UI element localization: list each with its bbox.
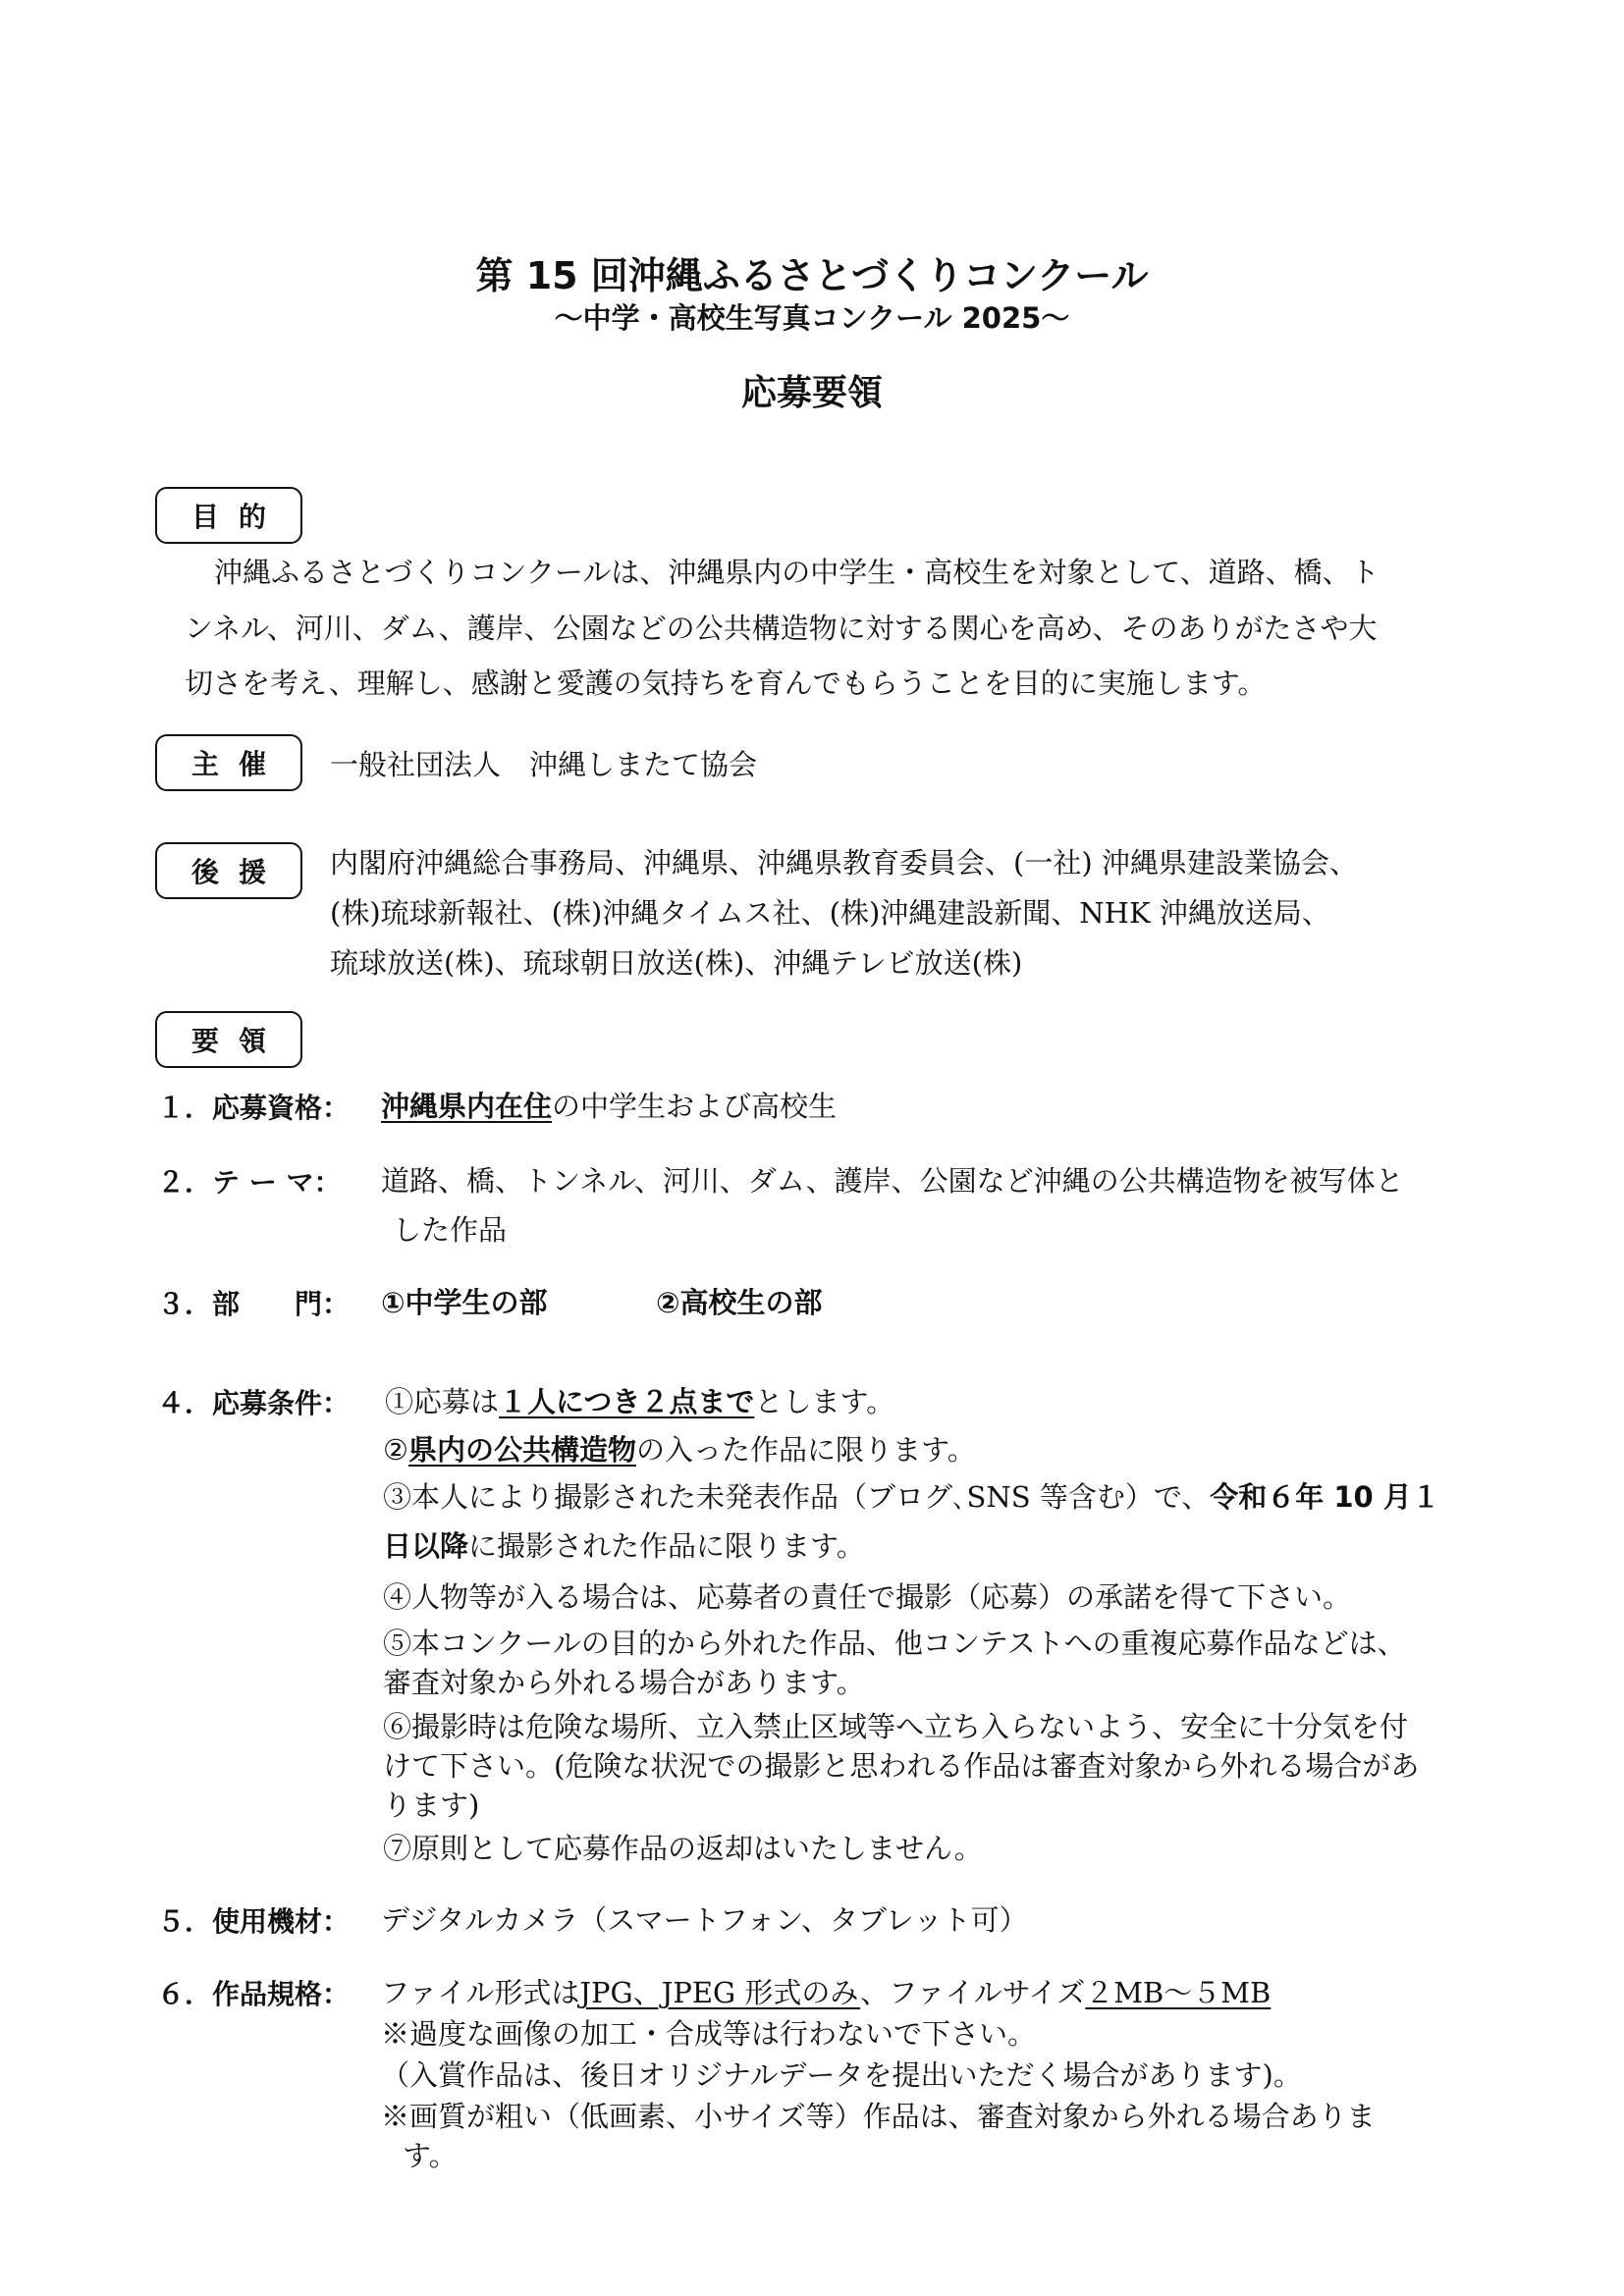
- document-title: 第 15 回沖縄ふるさとづくりコンクール: [475, 254, 1149, 297]
- item-4-condition-2: [383, 1428, 976, 1468]
- item-4-condition-4: ④人物等が入る場合は、応募者の責任で撮影（応募）の承諾を得て下さい。: [383, 1580, 1352, 1614]
- item-6-format-pre: ファイル形式は: [381, 1976, 580, 2009]
- item-1-rest: の中学生および高校生: [552, 1090, 838, 1123]
- section-label-organizer: 主催: [155, 734, 302, 791]
- item-6-line-2: ※過度な画像の加工・合成等は行わないで下さい。: [381, 2017, 1037, 2051]
- item-1-label: １．応募資格：: [157, 1092, 351, 1124]
- condition-3-bold-after: 日以降: [383, 1529, 469, 1563]
- item-1-underlined: 沖縄県内在住: [381, 1090, 553, 1123]
- item-3-label: ３．部 門：: [157, 1288, 351, 1320]
- support-line-2: (株)琉球新報社、(株)沖縄タイムス社、(株)沖縄建設新聞、NHK 沖縄放送局、: [330, 896, 1330, 930]
- condition-2-post: の入った作品に限ります。: [636, 1433, 976, 1467]
- item-6-label: ６．作品規格：: [157, 1978, 351, 2010]
- item-6-line-1: [381, 1971, 1271, 2011]
- condition-1-post: とします。: [754, 1385, 895, 1418]
- item-6-line-5: す。: [403, 2139, 458, 2172]
- section-label-purpose: 目的: [155, 487, 302, 544]
- item-4-condition-3: [383, 1475, 1440, 1516]
- item-5-text: デジタルカメラ（スマートフォン、タブレット可）: [381, 1903, 1028, 1937]
- condition-3-post: に撮影された作品に限ります。: [468, 1529, 865, 1563]
- condition-3-bold-date: 令和６年 10 月１: [1210, 1480, 1440, 1514]
- item-4-condition-5-line-2: 審査対象から外れる場合があります。: [383, 1666, 865, 1699]
- item-4-condition-6-line-3: ります): [383, 1789, 480, 1822]
- condition-1-underlined: １人につき２点まで: [499, 1385, 755, 1418]
- section-label-support: 後援: [155, 842, 302, 899]
- item-5-label: ５．使用機材：: [157, 1905, 351, 1938]
- item-6-line-3: （入賞作品は、後日オリジナルデータを提出いただく場合があります)。: [381, 2058, 1302, 2092]
- item-4-condition-6-line-2: けて下さい。(危険な状況での撮影と思われる作品は審査対象から外れる場合があ: [383, 1749, 1420, 1783]
- item-4-condition-6-line-1: ⑥撮影時は危険な場所、立入禁止区域等へ立ち入らないよう、安全に十分気を付: [383, 1710, 1409, 1743]
- item-6-format-underlined: JPG、JPEG 形式のみ: [579, 1976, 861, 2009]
- item-2-line-2: した作品: [393, 1213, 508, 1247]
- purpose-line-2: ンネル、河川、ダム、護岸、公園などの公共構造物に対する関心を高め、そのありがたさや大: [185, 612, 1378, 645]
- item-4-condition-5-line-1: ⑤本コンクールの目的から外れた作品、他コンテストへの重複応募作品などは、: [383, 1627, 1406, 1660]
- item-1-content: [381, 1085, 837, 1125]
- item-2-label: ２．テ ー マ：: [157, 1166, 342, 1199]
- document-subtitle: ～中学・高校生写真コンクール 2025～: [554, 301, 1070, 335]
- support-line-1: 内閣府沖縄総合事務局、沖縄県、沖縄県教育委員会、(一社) 沖縄県建設業協会、: [330, 846, 1358, 880]
- item-6-size-pre: 、ファイルサイズ: [860, 1976, 1086, 2009]
- purpose-line-1: 沖縄ふるさとづくりコンクールは、沖縄県内の中学生・高校生を対象として、道路、橋、ト: [214, 556, 1380, 589]
- item-3-division-1: ①中学生の部: [381, 1286, 548, 1319]
- item-4-label: ４．応募条件：: [157, 1387, 351, 1419]
- condition-1-pre: ①応募は: [385, 1385, 500, 1418]
- item-6-size-underlined: ２MB～５MB: [1085, 1976, 1272, 2009]
- condition-2-underlined: 県内の公共構造物: [408, 1433, 637, 1467]
- item-4-condition-7: ⑦原則として応募作品の返却はいたしません。: [383, 1832, 983, 1865]
- condition-2-pre: ②: [383, 1433, 408, 1467]
- item-4-condition-1: [385, 1380, 894, 1420]
- item-3-division-2: ②高校生の部: [656, 1286, 823, 1319]
- condition-3-pre: ③本人により撮影された未発表作品（ブログ､SNS 等含む）で、: [383, 1480, 1211, 1514]
- organizer-text: 一般社団法人 沖縄しまたて協会: [330, 748, 758, 781]
- support-line-3: 琉球放送(株)、琉球朝日放送(株)、沖縄テレビ放送(株): [330, 946, 1023, 980]
- section-label-guidelines: 要領: [155, 1011, 302, 1068]
- item-4-condition-3-cont: [383, 1524, 865, 1565]
- purpose-line-3: 切さを考え、理解し、感謝と愛護の気持ちを育んでもらうことを目的に実施します。: [185, 667, 1267, 700]
- item-6-line-4: ※画質が粗い（低画素、小サイズ等）作品は、審査対象から外れる場合ありま: [381, 2100, 1376, 2133]
- document-heading: 応募要領: [740, 373, 883, 413]
- item-2-line-1: 道路、橋、トンネル、河川、ダム、護岸、公園など沖縄の公共構造物を被写体と: [381, 1164, 1404, 1198]
